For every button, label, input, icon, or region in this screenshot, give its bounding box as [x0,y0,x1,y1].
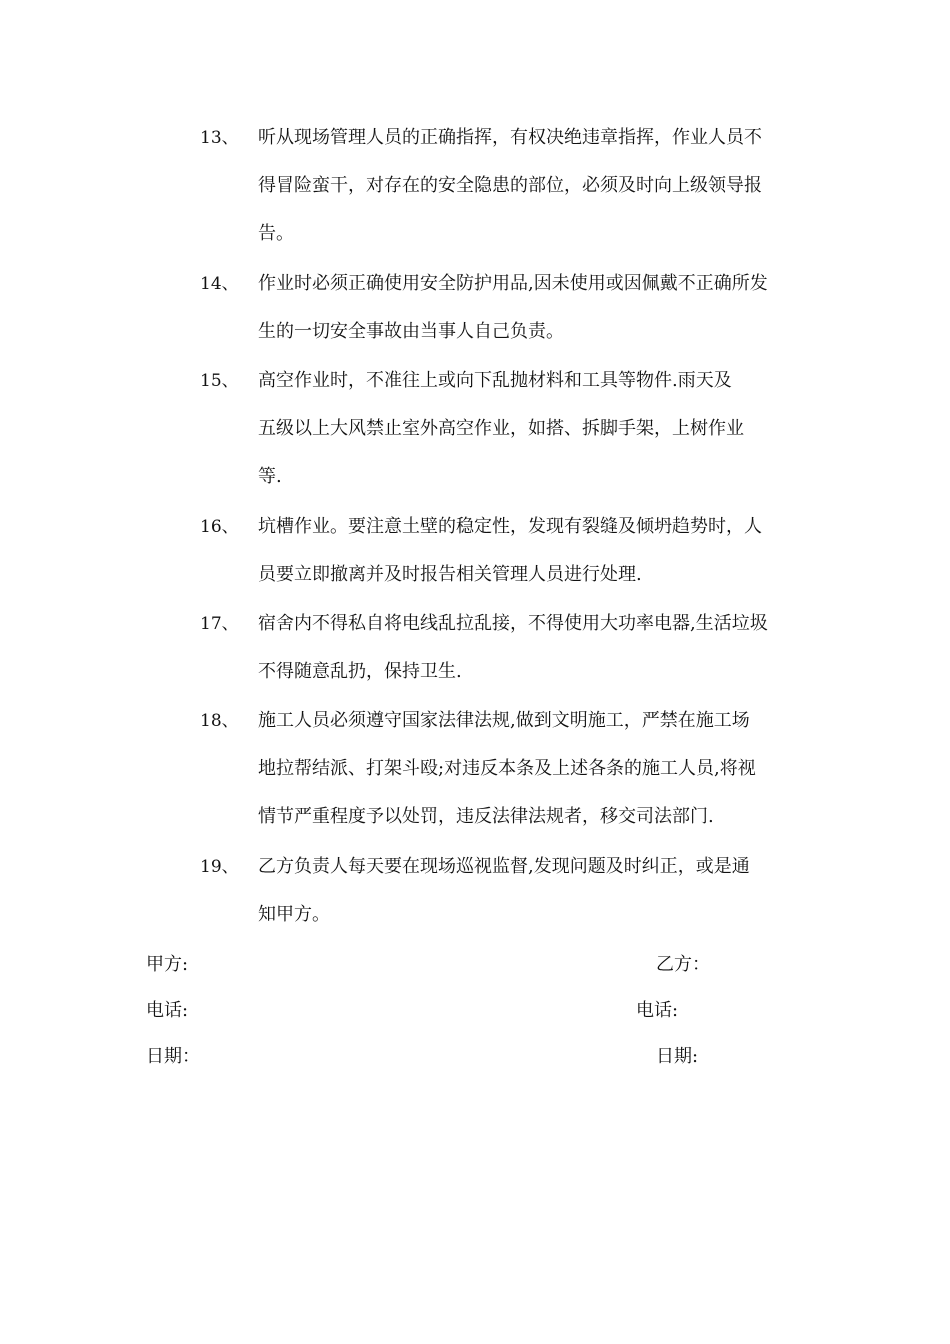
party-a-label: 甲方: [146,954,189,975]
item-text-line: 等. [258,466,282,487]
item-text-line: 得冒险蛮干，对存在的安全隐患的部位，必须及时向上级领导报 [258,175,762,196]
item-text-line: 作业时必须正确使用安全防护用品,因未使用或因佩戴不正确所发 [258,273,768,294]
party-b-phone-label: 电话: [636,1000,679,1021]
item-text-line: 情节严重程度予以处罚，违反法律法规者，移交司法部门. [258,806,714,827]
item-text-line: 五级以上大风禁止室外高空作业，如搭、拆脚手架，上树作业 [258,418,744,439]
item-text-line: 不得随意乱扔，保持卫生. [258,661,462,682]
item-number: 13、 [200,128,239,148]
item-text-line: 高空作业时，不准往上或向下乱抛材料和工具等物件.雨天及 [258,370,732,391]
item-number: 18、 [200,711,239,731]
party-b-date-label: 日期: [656,1046,699,1067]
item-number: 14、 [200,274,239,294]
party-a-phone-label: 电话: [146,1000,189,1021]
item-text-line: 知甲方。 [258,904,330,925]
item-text-line: 员要立即撤离并及时报告相关管理人员进行处理. [258,564,642,585]
item-text-line: 地拉帮结派、打架斗殴;对违反本条及上述各条的施工人员,将视 [258,758,756,779]
item-text-line: 施工人员必须遵守国家法律法规,做到文明施工，严禁在施工场 [258,710,750,731]
item-text-line: 坑槽作业。要注意土壁的稳定性，发现有裂缝及倾坍趋势时，人 [258,516,762,537]
item-number: 17、 [200,614,239,634]
item-text-line: 告。 [258,223,294,244]
party-a-date-label: 日期： [146,1046,200,1067]
item-text-line: 宿舍内不得私自将电线乱拉乱接，不得使用大功率电器,生活垃圾 [258,613,768,634]
party-b-label: 乙方： [656,954,710,975]
item-number: 15、 [200,371,239,391]
item-text-line: 乙方负责人每天要在现场巡视监督,发现问题及时纠正，或是通 [258,856,750,877]
item-text-line: 生的一切安全事故由当事人自己负责。 [258,321,564,342]
item-number: 16、 [200,517,239,537]
item-number: 19、 [200,857,239,877]
item-text-line: 听从现场管理人员的正确指挥，有权决绝违章指挥，作业人员不 [258,127,762,148]
